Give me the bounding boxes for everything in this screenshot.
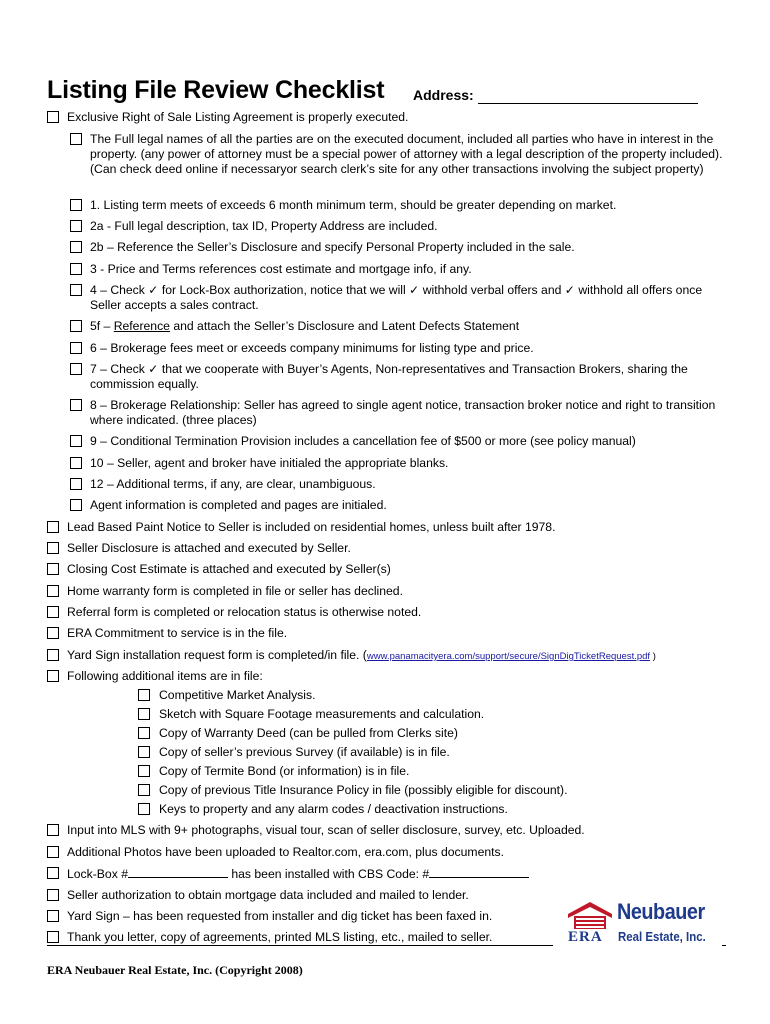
checkbox[interactable]	[70, 241, 82, 253]
additional-item-survey	[138, 745, 638, 760]
sub-item-label: 8 – Brokerage Relationship: Seller has agreed to single agent notice, transaction broker notice and right to transition where indicated. (three places)	[90, 398, 716, 427]
item-label: Thank you letter, copy of agreements, printed MLS listing, etc., mailed to seller.	[67, 930, 493, 944]
checkbox[interactable]	[47, 563, 59, 575]
checkbox[interactable]	[70, 133, 82, 145]
reference-word: Reference	[113, 319, 170, 333]
checkbox[interactable]	[138, 784, 150, 796]
item-closing-cost	[47, 562, 747, 577]
additional-item-warranty-deed	[138, 726, 638, 741]
checkbox[interactable]	[47, 627, 59, 639]
checkbox[interactable]	[70, 199, 82, 211]
exclusive-item	[47, 110, 747, 125]
checkbox[interactable]	[138, 746, 150, 758]
checkbox[interactable]	[47, 670, 59, 682]
sub-item-label: 2b – Reference the Seller’s Disclosure and specify Personal Property included in the sale.	[90, 240, 575, 254]
item-home-warranty	[47, 584, 747, 599]
checkbox[interactable]	[138, 727, 150, 739]
sub-item-initialed	[70, 456, 730, 471]
item-label: Lead Based Paint Notice to Seller is included on residential homes, unless built after 1978.	[67, 520, 556, 534]
checkbox[interactable]	[47, 931, 59, 943]
checkbox[interactable]	[47, 649, 59, 661]
item-lead-paint	[47, 520, 747, 535]
item-label: Seller authorization to obtain mortgage data included and mailed to lender.	[67, 888, 469, 902]
checkbox[interactable]	[70, 220, 82, 232]
exclusive-label: Exclusive Right of Sale Listing Agreement is properly executed.	[67, 110, 409, 124]
bottom-rule	[47, 945, 553, 946]
checkbox[interactable]	[138, 803, 150, 815]
sub-item-price-terms	[70, 262, 730, 277]
logo-subtitle: Real Estate, Inc.	[618, 929, 706, 944]
cbs-code-field[interactable]	[429, 866, 529, 878]
additional-item-label: Copy of seller’s previous Survey (if available) is in file.	[159, 745, 450, 759]
checkbox[interactable]	[138, 689, 150, 701]
sub-item-legal-names	[70, 132, 730, 177]
item-lock-box	[47, 866, 747, 882]
sub-item-label: 9 – Conditional Termination Provision includes a cancellation fee of $500 or more (see policy manual)	[90, 434, 636, 448]
item-label	[67, 648, 747, 664]
item-label: Closing Cost Estimate is attached and executed by Seller(s)	[67, 562, 391, 576]
additional-item-label: Sketch with Square Footage measurements and calculation.	[159, 707, 485, 721]
checkbox[interactable]	[70, 499, 82, 511]
additional-item-label: Keys to property and any alarm codes / deactivation instructions.	[159, 802, 508, 816]
sub-item-listing-term	[70, 198, 730, 213]
checkbox[interactable]	[47, 585, 59, 597]
text-part: Lock-Box #	[67, 867, 128, 881]
checkbox[interactable]	[47, 521, 59, 533]
sub-item-lockbox	[70, 283, 730, 313]
checkbox[interactable]	[47, 824, 59, 836]
address-label: Address:	[413, 87, 474, 103]
sub-item-label: 1. Listing term meets of exceeds 6 month minimum term, should be greater depending on market.	[90, 198, 617, 212]
item-mls-input	[47, 823, 747, 838]
item-era-commitment	[47, 626, 747, 641]
item-label: Seller Disclosure is attached and executed by Seller.	[67, 541, 351, 555]
checkbox[interactable]	[47, 867, 59, 879]
checkbox[interactable]	[47, 910, 59, 922]
sub-item-label: Agent information is completed and pages are initialed.	[90, 498, 387, 512]
item-label: Input into MLS with 9+ photographs, visual tour, scan of seller disclosure, survey, etc. Uploaded.	[67, 823, 585, 837]
sub-item-label: 2a - Full legal description, tax ID, Property Address are included.	[90, 219, 438, 233]
checkbox[interactable]	[70, 342, 82, 354]
sub-item-brokerage-relationship	[70, 398, 730, 428]
checkbox[interactable]	[70, 320, 82, 332]
page-title: Listing File Review Checklist	[47, 76, 385, 104]
text-part: Yard Sign installation request form is completed/in file. (	[67, 648, 367, 662]
sub-item-legal-description	[70, 219, 730, 234]
text-part: 5f –	[90, 319, 114, 333]
additional-item-cma	[138, 688, 638, 703]
checkbox[interactable]	[70, 435, 82, 447]
sub-item-brokerage-fees	[70, 341, 730, 356]
additional-item-title-policy	[138, 783, 638, 798]
checkbox[interactable]	[47, 846, 59, 858]
sub-item-label: 7 – Check ✓ that we cooperate with Buyer’s Agents, Non-representatives and Transaction Brokers, sharing the commission equally.	[90, 362, 688, 391]
item-seller-disclosure	[47, 541, 747, 556]
sub-item-label: 12 – Additional terms, if any, are clear, unambiguous.	[90, 477, 376, 491]
logo-name: Neubauer	[617, 899, 705, 924]
checkbox[interactable]	[47, 542, 59, 554]
sub-item-label	[90, 319, 730, 334]
checkbox[interactable]	[138, 708, 150, 720]
checkbox[interactable]	[70, 363, 82, 375]
sub-item-label: 6 – Brokerage fees meet or exceeds company minimums for listing type and price.	[90, 341, 534, 355]
item-referral	[47, 605, 747, 620]
header	[47, 74, 727, 114]
additional-item-label: Copy of previous Title Insurance Policy in file (possibly eligible for discount).	[159, 783, 568, 797]
sub-item-agent-info	[70, 498, 730, 513]
item-additional-photos	[47, 845, 747, 860]
additional-item-sketch	[138, 707, 638, 722]
sub-item-termination	[70, 434, 730, 449]
logo-era: ERA	[568, 929, 603, 945]
era-neubauer-logo	[566, 898, 726, 946]
item-following-additional	[47, 669, 747, 684]
item-label: Additional Photos have been uploaded to Realtor.com, era.com, plus documents.	[67, 845, 504, 859]
additional-item-termite-bond	[138, 764, 638, 779]
item-label: Home warranty form is completed in file or seller has declined.	[67, 584, 403, 598]
copyright-footer: ERA Neubauer Real Estate, Inc. (Copyright 2008)	[47, 963, 303, 977]
item-yard-sign-form	[47, 648, 747, 664]
checkbox[interactable]	[70, 457, 82, 469]
checkbox[interactable]	[70, 478, 82, 490]
sub-item-cooperate	[70, 362, 730, 392]
sub-item-label: The Full legal names of all the parties are on the executed document, included all parties who have in interest in the property. (any power of attorney must be a special power of attorney with a legal description of the property included). (Can check deed online if necessaryor search clerk’s site for any other transactions involving the subject property)	[90, 132, 723, 176]
checkbox[interactable]	[70, 263, 82, 275]
house-roof-icon	[568, 902, 612, 930]
sub-item-label: 10 – Seller, agent and broker have initialed the appropriate blanks.	[90, 456, 449, 470]
sub-item-sellers-disclosure	[70, 240, 730, 255]
additional-item-label: Copy of Termite Bond (or information) is in file.	[159, 764, 410, 778]
sub-item-additional-terms	[70, 477, 730, 492]
checkbox[interactable]	[70, 399, 82, 411]
sign-request-link[interactable]: www.panamacityera.com/support/secure/SignDigTicketRequest.pdf	[366, 651, 651, 662]
checkbox[interactable]	[70, 284, 82, 296]
checkbox[interactable]	[47, 889, 59, 901]
address-field[interactable]	[478, 103, 698, 104]
lock-box-number-field[interactable]	[128, 866, 228, 878]
text-part: )	[650, 651, 656, 662]
checkbox[interactable]	[138, 765, 150, 777]
item-label	[67, 866, 747, 882]
sub-item-label: 3 - Price and Terms references cost estimate and mortgage info, if any.	[90, 262, 472, 276]
text-part: has been installed with CBS Code: #	[231, 867, 430, 881]
additional-item-keys	[138, 802, 638, 817]
item-label: ERA Commitment to service is in the file.	[67, 626, 288, 640]
item-label: Following additional items are in file:	[67, 669, 263, 683]
item-label: Referral form is completed or relocation status is otherwise noted.	[67, 605, 422, 619]
additional-item-label: Competitive Market Analysis.	[159, 688, 316, 702]
sub-item-reference	[70, 319, 730, 334]
additional-item-label: Copy of Warranty Deed (can be pulled from Clerks site)	[159, 726, 458, 740]
text-part: and attach the Seller’s Disclosure and Latent Defects Statement	[169, 319, 520, 333]
checkbox[interactable]	[47, 111, 59, 123]
sub-item-label: 4 – Check ✓ for Lock-Box authorization, notice that we will ✓ withhold verbal offers and ✓ withhold all offers once Seller accepts a sales contract.	[90, 283, 703, 312]
item-label: Yard Sign – has been requested from installer and dig ticket has been faxed in.	[67, 909, 493, 923]
checkbox[interactable]	[47, 606, 59, 618]
